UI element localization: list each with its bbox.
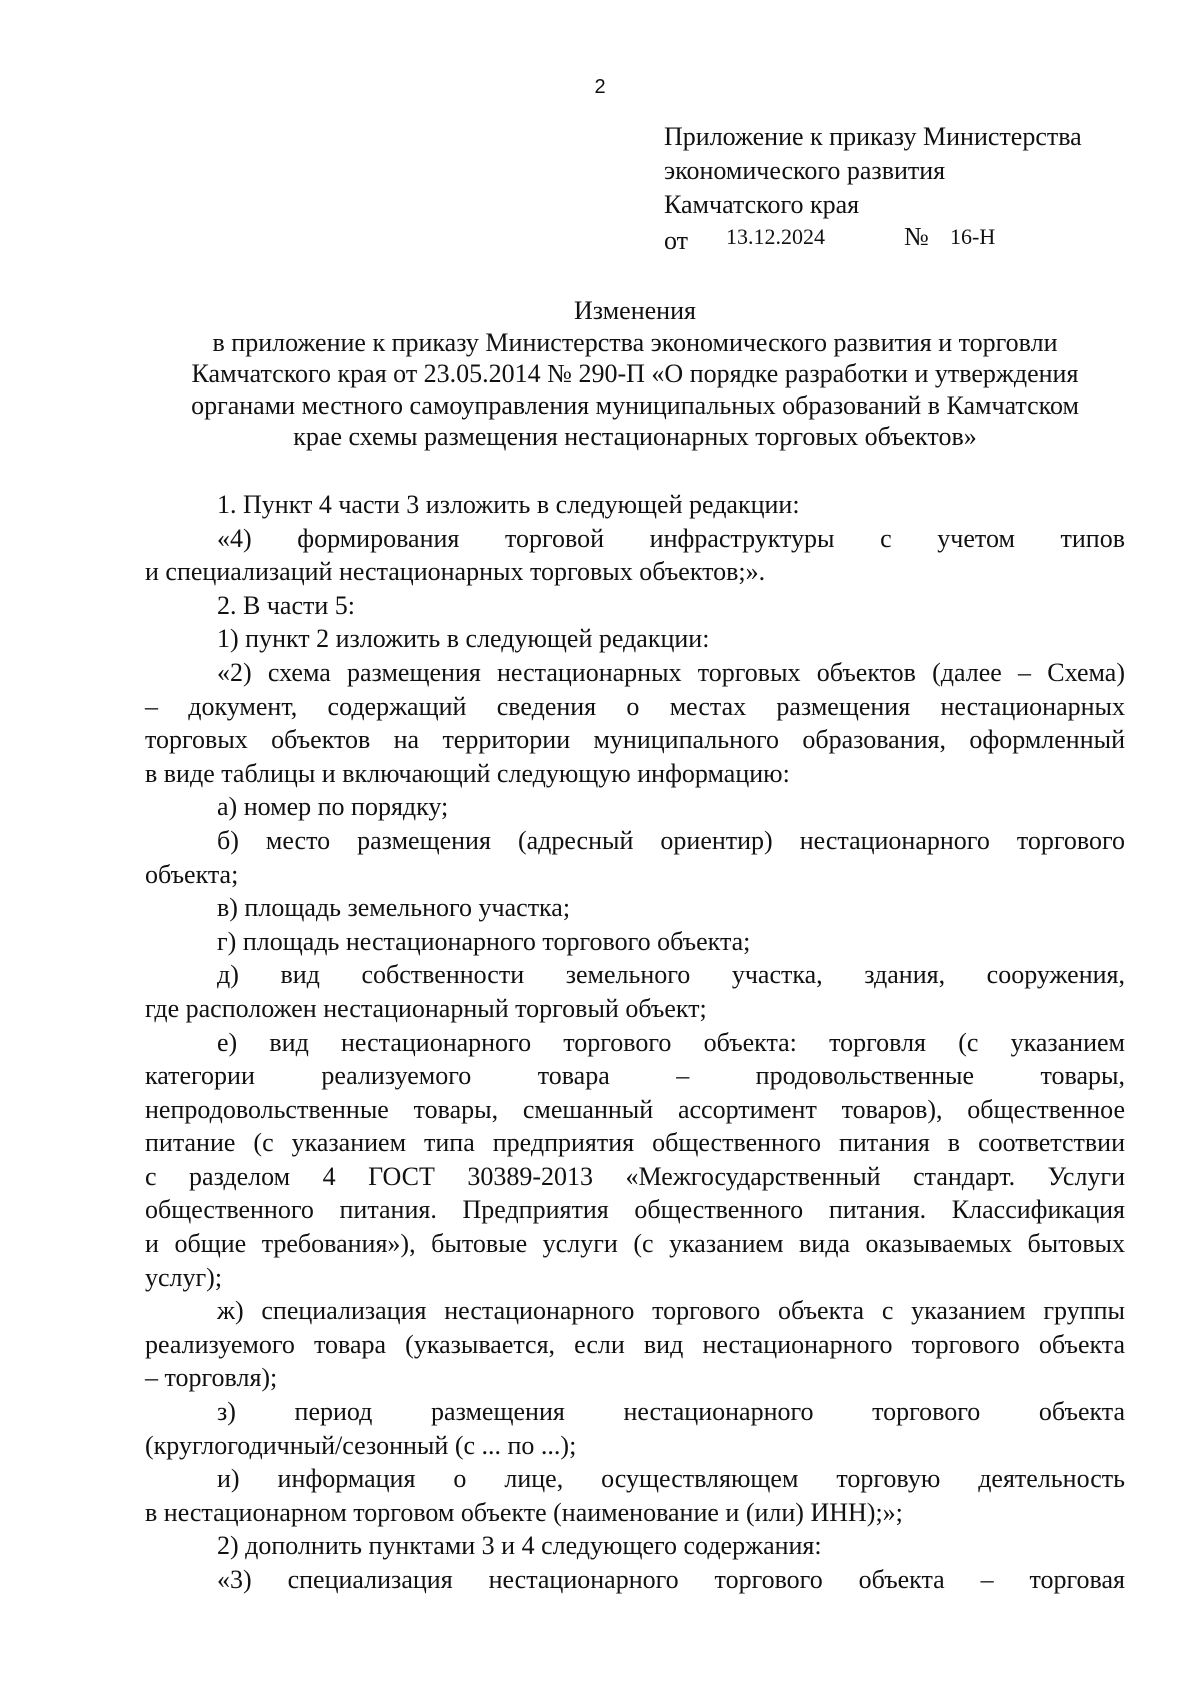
body-line: д) вид собственности земельного участка, здания, сооружения, xyxy=(217,960,1125,990)
attachment-line: Приложение к приказу Министерства xyxy=(664,122,1082,151)
body-line: в виде таблицы и включающий следующую информацию: xyxy=(145,758,790,788)
body-line: «3) специализация нестационарного торгового объекта – торговая xyxy=(217,1565,1125,1594)
body-line: с разделом 4 ГОСТ 30389-2013 «Межгосударственный стандарт. Услуги xyxy=(145,1161,1125,1191)
number-sign: № xyxy=(904,222,929,251)
page-number: 2 xyxy=(594,76,606,98)
attachment-line: экономического развития xyxy=(664,156,946,185)
body-line: реализуемого товара (указывается, если вид нестационарного торгового объекта xyxy=(145,1329,1125,1359)
body-line: з) период размещения нестационарного торгового объекта xyxy=(217,1397,1125,1427)
body-line: категории реализуемого товара – продовольственные товары, xyxy=(145,1061,1125,1091)
document-body xyxy=(145,488,1125,1597)
body-line: 2. В части 5: xyxy=(217,590,355,620)
attachment-block xyxy=(664,120,1124,256)
body-line: а) номер по порядку; xyxy=(217,792,449,822)
body-line: объекта; xyxy=(145,859,239,889)
order-number: 16-Н xyxy=(950,224,996,249)
date-prefix: от xyxy=(664,226,689,255)
document-heading xyxy=(145,295,1125,453)
body-line: торговых объектов на территории муниципального образования, оформленный xyxy=(145,725,1125,755)
body-line: – торговля); xyxy=(145,1363,278,1393)
body-line: и специализаций нестационарных торговых объектов;». xyxy=(145,557,766,587)
body-line: в) площадь земельного участка; xyxy=(217,893,571,923)
heading-line: Камчатского края от 23.05.2014 № 290-П «О порядке разработки и утверждения xyxy=(191,359,1079,388)
body-line: (круглогодичный/сезонный (с ... по ...); xyxy=(145,1430,577,1460)
body-line: «2) схема размещения нестационарных торговых объектов (далее – Схема) xyxy=(217,657,1125,687)
body-line: в нестационарном торговом объекте (наименование и (или) ИНН);»; xyxy=(145,1497,903,1527)
body-line: питание (с указанием типа предприятия общественного питания в соответствии xyxy=(145,1128,1125,1158)
body-line: и) информация о лице, осуществляющем торговую деятельность xyxy=(217,1464,1125,1494)
body-line: услуг); xyxy=(145,1262,223,1292)
body-line: 1. Пункт 4 части 3 изложить в следующей редакции: xyxy=(217,490,800,519)
body-line: где расположен нестационарный торговый объект; xyxy=(145,993,707,1023)
heading-line: в приложение к приказу Министерства экономического развития и торговли xyxy=(212,327,1058,357)
body-line: ж) специализация нестационарного торгового объекта с указанием группы xyxy=(217,1296,1125,1326)
heading-title: Изменения xyxy=(574,296,696,325)
order-date: 13.12.2024 xyxy=(726,224,825,249)
body-line: общественного питания. Предприятия общественного питания. Классификация xyxy=(145,1195,1125,1225)
body-line: 1) пункт 2 изложить в следующей редакции: xyxy=(217,624,710,654)
body-line: «4) формирования торговой инфраструктуры с учетом типов xyxy=(217,523,1125,553)
body-line: 2) дополнить пунктами 3 и 4 следующего содержания: xyxy=(217,1531,822,1561)
body-line: е) вид нестационарного торгового объекта: торговля (с указанием xyxy=(217,1027,1125,1057)
body-line: – документ, содержащий сведения о местах размещения нестационарных xyxy=(145,691,1125,721)
heading-line: органами местного самоуправления муниципальных образований в Камчатском xyxy=(191,390,1079,420)
body-line: г) площадь нестационарного торгового объекта; xyxy=(217,926,751,956)
attachment-date-row xyxy=(664,222,1124,256)
body-line: и общие требования»), бытовые услуги (с указанием вида оказываемых бытовых xyxy=(145,1229,1125,1259)
body-line: непродовольственные товары, смешанный ассортимент товаров), общественное xyxy=(145,1094,1125,1124)
body-line: б) место размещения (адресный ориентир) нестационарного торгового xyxy=(217,825,1125,855)
heading-line: крае схемы размещения нестационарных торговых объектов» xyxy=(293,422,977,451)
attachment-line: Камчатского края xyxy=(664,190,860,219)
